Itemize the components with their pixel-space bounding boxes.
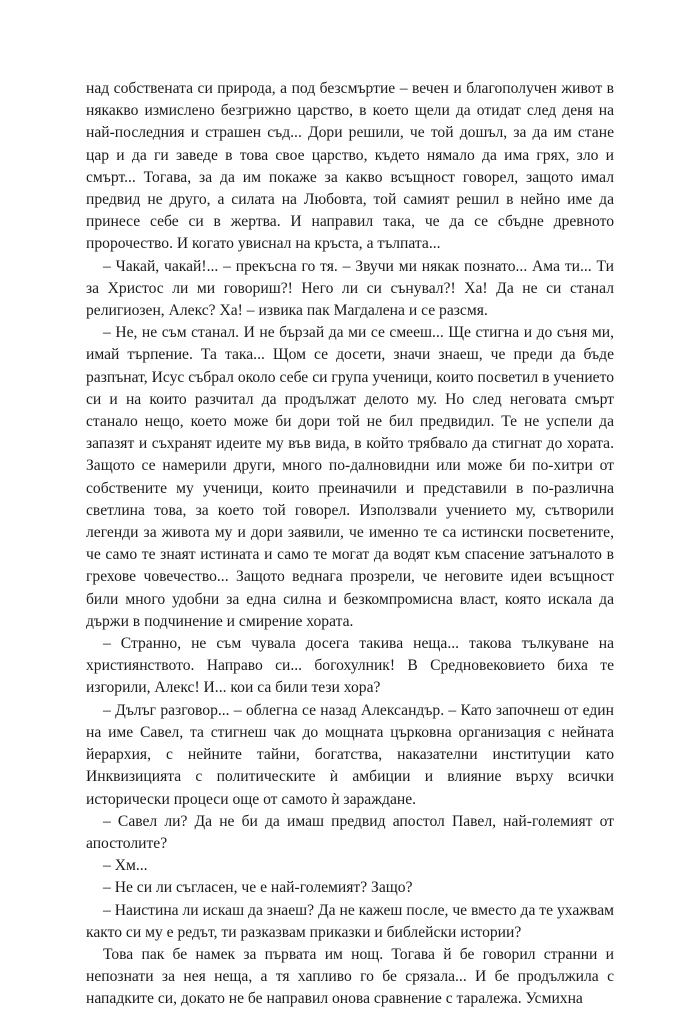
paragraph-7: – Хм... (103, 857, 148, 875)
page-body (86, 78, 614, 1011)
paragraph-6: – Савел ли? Да не би да имаш предвид апостол Павел, най-големият от апостолите? (86, 812, 614, 852)
paragraph-5: – Дълъг разговор... – облегна се назад Александър. – Като започнеш от един на име Савел, та стигнеш чак до мощната църковна организация с нейната йерархия, с нейните тайни, богатства, наказателни институции като Инквизицията с политическите ѝ амбиции и влияние върху всички исторически процеси още от самото ѝ зараждане. (86, 701, 614, 808)
paragraph-4: – Странно, не съм чувала досега такива неща... такова тълкуване на християнството. Направо си... богохулник! В Средновековието биха те изгорили, Алекс! И... кои са били тези хора? (86, 635, 614, 697)
paragraph-10: Това пак бе намек за първата им нощ. Тогава й бе говорил странни и непознати за нея неща, а тя хапливо го бе срязала... И бе продължила с нападките си, докато не бе направил онова сравнение с таралежа. Усмихна (86, 945, 614, 1008)
paragraph-9: – Наистина ли искаш да знаеш? Да не кажеш после, че вместо да те ухажвам както си му е редът, ти разказвам приказки и библейски истории? (86, 901, 614, 941)
paragraph-1: над собствената си природа, а под безсмъртие – вечен и благополучен живот в някакво измислено безгрижно царство, в което щели да отидат след деня на най-последния и страшен съд... Дори решили, че той дошъл, за да им стане цар и да ги заведе в това свое царство, където нямало да има грях, зло и смърт... Тогава, за да им покаже за какво всъщност говорел, защото имал предвид не друго, а силата на Любовта, той самият решил в нейно име да принесе себе си в жертва. И направил така, че да се сбъдне древното пророчество. И когато увиснал на кръста, а тълпата... (86, 80, 614, 253)
paragraph-3: – Не, не съм станал. И не бързай да ми се смееш... Ще стигна и до съня ми, имай търпение. Та така... Щом се досети, значи знаеш, че преди да бъде разпънат, Исус събрал около себе си група ученици, които посветил в учението си и на които разчитал да продължат делото му. Но след неговата смърт станало нещо, което може би дори той не бил предвидил. Те не успели да запазят и съхранят идеите му във вида, в който трябвало да стигнат до хората. Защото се намерили други, много по-далновидни или може би по-хитри от собствените му ученици, които преиначили и представили в по-различна светлина това, за което той говорел. Използвали учението му, сътворили легенди за живота му и дори заявили, че именно те са истински посветените, че само те знаят истината и само те могат да водят към спасение затъналото в грехове човечество... Защото веднага прозрели, че неговите идеи всъщност били много удобни за една силна и безкомпромисна власт, която искала да държи в подчинение и смирение хората. (86, 324, 614, 630)
paragraph-2: – Чакай, чакай!... – прекъсна го тя. – Звучи ми някак познато... Ама ти... Ти за Христос ли ми говориш?! Него ли си сънувал?! Ха! Да не си станал религиозен, Алекс? Ха! – извика пак Магдалена и се разсмя. (86, 257, 614, 320)
paragraph-8: – Не си ли съгласен, че е най-големият? Защо? (103, 879, 413, 897)
